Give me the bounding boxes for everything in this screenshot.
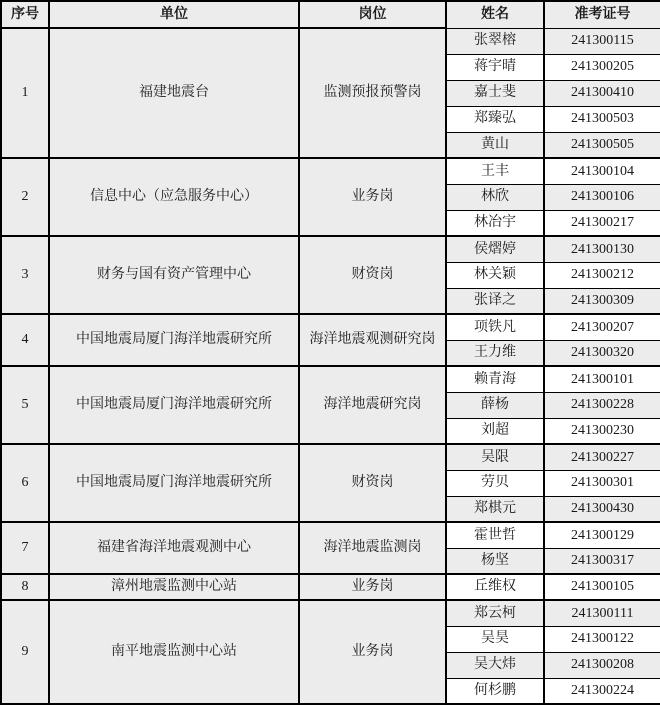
post-cell: 业务岗 (299, 600, 446, 704)
table-body (1, 28, 660, 704)
serial-cell: 5 (1, 366, 49, 444)
post-cell: 财资岗 (299, 236, 446, 314)
id-cell: 241300317 (544, 548, 660, 574)
id-cell: 241300430 (544, 496, 660, 522)
unit-cell: 中国地震局厦门海洋地震研究所 (49, 444, 299, 522)
post-cell: 业务岗 (299, 574, 446, 600)
serial-cell: 2 (1, 158, 49, 236)
unit-cell: 信息中心（应急服务中心） (49, 158, 299, 236)
column-header-unit: 单位 (49, 1, 299, 28)
name-cell: 杨坚 (446, 548, 544, 574)
unit-cell: 中国地震局厦门海洋地震研究所 (49, 366, 299, 444)
id-cell: 241300212 (544, 262, 660, 288)
serial-cell: 6 (1, 444, 49, 522)
post-cell: 财资岗 (299, 444, 446, 522)
name-cell: 刘超 (446, 418, 544, 444)
serial-cell: 8 (1, 574, 49, 600)
id-cell: 241300320 (544, 340, 660, 366)
name-cell: 侯熠婷 (446, 236, 544, 262)
id-cell: 241300301 (544, 470, 660, 496)
name-cell: 薛杨 (446, 392, 544, 418)
name-cell: 吴大炜 (446, 652, 544, 678)
name-cell: 霍世哲 (446, 522, 544, 548)
column-header-admission-number: 准考证号 (544, 1, 660, 28)
serial-cell: 3 (1, 236, 49, 314)
id-cell: 241300122 (544, 626, 660, 652)
table-row (1, 314, 660, 340)
table-row (1, 366, 660, 392)
unit-cell: 福建省海洋地震观测中心 (49, 522, 299, 574)
serial-cell: 7 (1, 522, 49, 574)
id-cell: 241300106 (544, 184, 660, 210)
post-cell: 监测预报预警岗 (299, 28, 446, 158)
name-cell: 何杉鹏 (446, 678, 544, 704)
name-cell: 赖青海 (446, 366, 544, 392)
id-cell: 241300228 (544, 392, 660, 418)
id-cell: 241300129 (544, 522, 660, 548)
id-cell: 241300205 (544, 54, 660, 80)
id-cell: 241300208 (544, 652, 660, 678)
name-cell: 嘉士斐 (446, 80, 544, 106)
id-cell: 241300503 (544, 106, 660, 132)
table-row (1, 28, 660, 54)
table-row (1, 444, 660, 470)
id-cell: 241300224 (544, 678, 660, 704)
table-row (1, 574, 660, 600)
name-cell: 项铁凡 (446, 314, 544, 340)
name-cell: 劳贝 (446, 470, 544, 496)
serial-cell: 9 (1, 600, 49, 704)
name-cell: 吴限 (446, 444, 544, 470)
column-header-name: 姓名 (446, 1, 544, 28)
id-cell: 241300309 (544, 288, 660, 314)
unit-cell: 福建地震台 (49, 28, 299, 158)
unit-cell: 漳州地震监测中心站 (49, 574, 299, 600)
table-row (1, 158, 660, 184)
name-cell: 林关颖 (446, 262, 544, 288)
id-cell: 241300104 (544, 158, 660, 184)
name-cell: 王力维 (446, 340, 544, 366)
name-cell: 郑棋元 (446, 496, 544, 522)
id-cell: 241300227 (544, 444, 660, 470)
name-cell: 张翠榕 (446, 28, 544, 54)
serial-cell: 4 (1, 314, 49, 366)
name-cell: 丘维权 (446, 574, 544, 600)
name-cell: 吴昊 (446, 626, 544, 652)
name-cell: 林冶宇 (446, 210, 544, 236)
table-row (1, 600, 660, 626)
table-row (1, 236, 660, 262)
column-header-post: 岗位 (299, 1, 446, 28)
name-cell: 郑臻弘 (446, 106, 544, 132)
unit-cell: 财务与国有资产管理中心 (49, 236, 299, 314)
name-cell: 张译之 (446, 288, 544, 314)
id-cell: 241300115 (544, 28, 660, 54)
id-cell: 241300217 (544, 210, 660, 236)
name-cell: 郑云柯 (446, 600, 544, 626)
id-cell: 241300130 (544, 236, 660, 262)
post-cell: 海洋地震监测岗 (299, 522, 446, 574)
serial-cell: 1 (1, 28, 49, 158)
name-cell: 蒋宇晴 (446, 54, 544, 80)
unit-cell: 南平地震监测中心站 (49, 600, 299, 704)
id-cell: 241300505 (544, 132, 660, 158)
id-cell: 241300230 (544, 418, 660, 444)
id-cell: 241300207 (544, 314, 660, 340)
id-cell: 241300410 (544, 80, 660, 106)
post-cell: 业务岗 (299, 158, 446, 236)
id-cell: 241300111 (544, 600, 660, 626)
table-row (1, 522, 660, 548)
post-cell: 海洋地震研究岗 (299, 366, 446, 444)
column-header-serial: 序号 (1, 1, 49, 28)
name-cell: 黄山 (446, 132, 544, 158)
name-cell: 王丰 (446, 158, 544, 184)
id-cell: 241300105 (544, 574, 660, 600)
post-cell: 海洋地震观测研究岗 (299, 314, 446, 366)
name-cell: 林欣 (446, 184, 544, 210)
id-cell: 241300101 (544, 366, 660, 392)
header-row (1, 1, 660, 28)
unit-cell: 中国地震局厦门海洋地震研究所 (49, 314, 299, 366)
